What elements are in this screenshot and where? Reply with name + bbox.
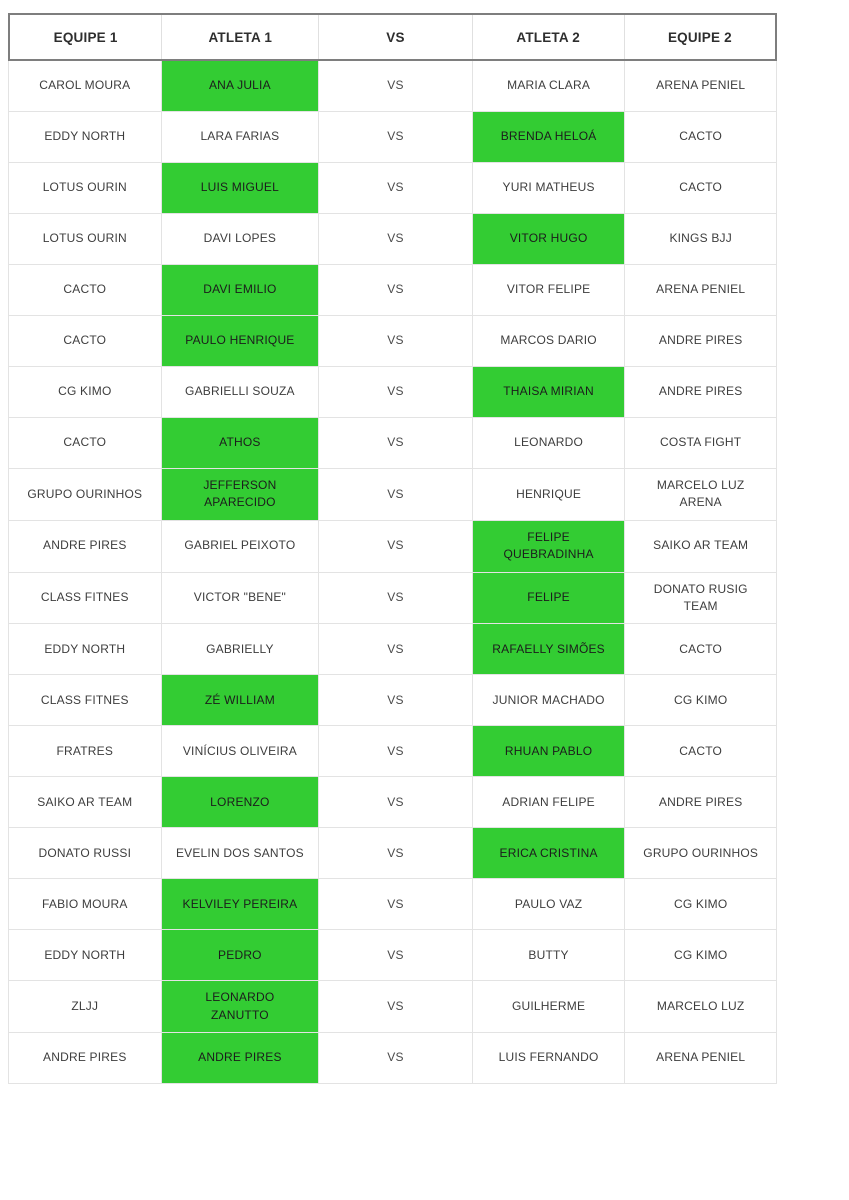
cell-vs: VS [318,675,472,725]
header-atleta1: ATLETA 1 [161,15,318,59]
cell-atleta1: VINÍCIUS OLIVEIRA [161,726,319,776]
table-body [8,61,777,1084]
match-results-table [8,13,777,1084]
table-row [9,879,776,930]
cell-equipe1: CLASS FITNES [40,590,129,605]
cell-atleta2: VITOR FELIPE [472,265,625,315]
cell-atleta1: JEFFERSON APARECIDO [161,469,319,520]
cell-equipe1: EDDY NORTH [44,947,126,962]
cell-atleta1: DAVI EMILIO [161,265,319,315]
table-row [9,573,776,625]
cell-vs: VS [318,418,472,468]
table-row [9,367,776,418]
cell-atleta2: ADRIAN FELIPE [472,777,625,827]
header-atleta2: ATLETA 2 [472,15,624,59]
cell-equipe1: SAIKO AR TEAM [37,794,133,809]
cell-vs: VS [318,726,472,776]
table-row [9,675,776,726]
cell-atleta1: PAULO HENRIQUE [161,316,319,366]
cell-equipe2: CACTO [624,163,776,213]
cell-equipe1: FABIO MOURA [42,896,128,911]
table-row [9,521,776,573]
cell-atleta2: MARCOS DARIO [472,316,625,366]
cell-equipe1: GRUPO OURINHOS [27,486,143,501]
cell-equipe1: CACTO [63,333,107,348]
cell-equipe2: ARENA PENIEL [624,265,776,315]
cell-equipe2: SAIKO AR TEAM [624,521,776,572]
cell-equipe2: MARCELO LUZ ARENA [624,469,776,520]
cell-atleta1: LARA FARIAS [161,112,319,162]
cell-atleta2: LUIS FERNANDO [472,1033,625,1083]
cell-atleta1: LEONARDO ZANUTTO [161,981,319,1032]
cell-atleta2: MARIA CLARA [472,61,625,111]
cell-equipe1: CG KIMO [58,384,112,399]
cell-atleta2: ERICA CRISTINA [472,828,625,878]
table-row [9,1033,776,1083]
cell-vs: VS [318,521,472,572]
cell-atleta2: GUILHERME [472,981,625,1032]
cell-equipe2: CG KIMO [624,675,776,725]
cell-vs: VS [318,981,472,1032]
table-row [9,777,776,828]
cell-vs: VS [318,777,472,827]
table-row [9,930,776,981]
cell-equipe2: GRUPO OURINHOS [624,828,776,878]
cell-atleta1: ANA JULIA [161,61,319,111]
cell-vs: VS [318,316,472,366]
cell-equipe1: EDDY NORTH [44,641,126,656]
cell-equipe1: ANDRE PIRES [43,538,127,553]
cell-vs: VS [318,112,472,162]
cell-vs: VS [318,624,472,674]
cell-atleta1: KELVILEY PEREIRA [161,879,319,929]
table-row [9,112,776,163]
cell-vs: VS [318,163,472,213]
table-row [9,265,776,316]
table-row [9,316,776,367]
header-equipe2: EQUIPE 2 [624,15,775,59]
cell-equipe1: LOTUS OURIN [42,231,127,246]
cell-equipe1: ANDRE PIRES [43,1050,127,1065]
cell-atleta2: LEONARDO [472,418,625,468]
cell-atleta1: ATHOS [161,418,319,468]
cell-equipe1: CACTO [63,435,107,450]
cell-equipe2: COSTA FIGHT [624,418,776,468]
cell-equipe1: DONATO RUSSI [38,845,132,860]
table-row [9,624,776,675]
cell-vs: VS [318,469,472,520]
header-equipe1: EQUIPE 1 [53,29,118,45]
cell-equipe2: KINGS BJJ [624,214,776,264]
cell-equipe1: EDDY NORTH [44,129,126,144]
table-row [9,61,776,112]
cell-equipe2: CACTO [624,726,776,776]
cell-equipe2: CG KIMO [624,879,776,929]
cell-equipe2: CG KIMO [624,930,776,980]
cell-atleta2: FELIPE QUEBRADINHA [472,521,625,572]
cell-equipe1: FRATRES [56,743,114,758]
cell-equipe2: CACTO [624,112,776,162]
cell-atleta2: THAISA MIRIAN [472,367,625,417]
cell-atleta1: LUIS MIGUEL [161,163,319,213]
cell-vs: VS [318,1033,472,1083]
cell-vs: VS [318,214,472,264]
cell-atleta2: RAFAELLY SIMÕES [472,624,625,674]
cell-atleta2: BRENDA HELOÁ [472,112,625,162]
cell-vs: VS [318,61,472,111]
table-row [9,418,776,469]
cell-atleta2: FELIPE [472,573,625,624]
cell-vs: VS [318,367,472,417]
cell-atleta2: PAULO VAZ [472,879,625,929]
cell-equipe2: ANDRE PIRES [624,316,776,366]
cell-atleta1: LORENZO [161,777,319,827]
cell-equipe2: ANDRE PIRES [624,777,776,827]
cell-atleta1: VICTOR "BENE" [161,573,319,624]
cell-atleta2: JUNIOR MACHADO [472,675,625,725]
cell-atleta2: VITOR HUGO [472,214,625,264]
cell-vs: VS [318,828,472,878]
table-row [9,828,776,879]
cell-equipe2: CACTO [624,624,776,674]
cell-atleta2: RHUAN PABLO [472,726,625,776]
table-row [9,981,776,1033]
cell-equipe2: ARENA PENIEL [624,1033,776,1083]
cell-atleta1: DAVI LOPES [161,214,319,264]
cell-equipe1: CLASS FITNES [40,692,129,707]
cell-atleta1: PEDRO [161,930,319,980]
cell-atleta1: GABRIEL PEIXOTO [161,521,319,572]
table-row [9,214,776,265]
cell-atleta1: GABRIELLY [161,624,319,674]
cell-equipe2: ANDRE PIRES [624,367,776,417]
cell-equipe1: ZLJJ [71,999,99,1014]
table-header-row [8,13,777,61]
cell-atleta1: ZÉ WILLIAM [161,675,319,725]
cell-equipe2: ARENA PENIEL [624,61,776,111]
table-row [9,469,776,521]
cell-equipe1: CAROL MOURA [39,78,131,93]
cell-vs: VS [318,930,472,980]
header-vs: VS [318,15,471,59]
cell-equipe1: CACTO [63,282,107,297]
cell-vs: VS [318,573,472,624]
cell-atleta2: HENRIQUE [472,469,625,520]
cell-equipe1: LOTUS OURIN [42,180,127,195]
cell-atleta2: BUTTY [472,930,625,980]
cell-atleta2: YURI MATHEUS [472,163,625,213]
cell-equipe2: MARCELO LUZ [624,981,776,1032]
cell-vs: VS [318,265,472,315]
cell-atleta1: GABRIELLI SOUZA [161,367,319,417]
cell-atleta1: ANDRE PIRES [161,1033,319,1083]
table-row [9,163,776,214]
cell-equipe2: DONATO RUSIG TEAM [624,573,776,624]
cell-atleta1: EVELIN DOS SANTOS [161,828,319,878]
cell-vs: VS [318,879,472,929]
table-row [9,726,776,777]
